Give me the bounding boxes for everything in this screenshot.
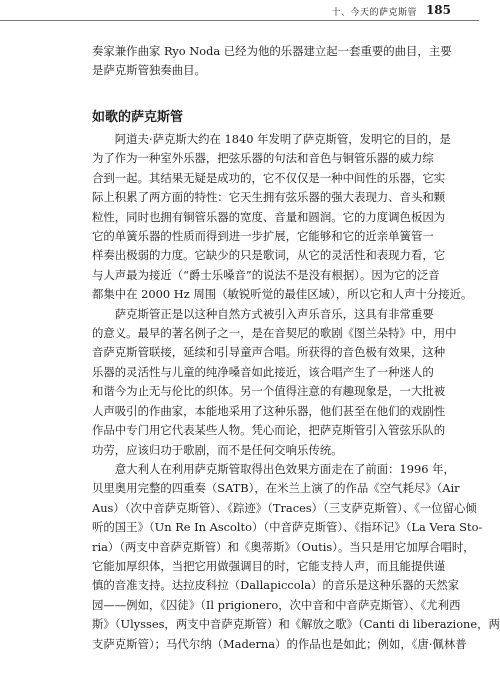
page-header [0,0,479,26]
text-line: 样奏出极弱的力度。它缺少的只是歌词，从它的灵活性和表现力看，它 [92,248,446,263]
text-line: 奏家兼作曲家 Ryo Noda 已经为他的乐器建立起一套重要的曲目，主要 [92,44,452,58]
text-line: 它能加厚织体，当把它用做强调目的时，它能支持人声，而且能提供谨 [92,558,446,573]
text-line: 贝里奥用完整的四重奏（SATB），在米兰上演了的作品《空气耗尽》（Air [92,481,460,496]
text-line: 粒性，同时也拥有铜管乐器的宽度、音量和圆润。它的力度调色板因为 [92,209,446,224]
header-rule [0,20,479,21]
text-line: 听的国王》（Un Re In Ascolto）（中音萨克斯管）、《指环记》（La Vera Sto- [92,520,483,535]
running-head: 十、今天的萨克斯管 [331,8,417,18]
text-line: 为了作为一种室外乐器，把弦乐器的句法和音色与铜管乐器的威力综 [92,151,434,166]
text-line: 阿道夫·萨克斯大约在 1840 年发明了萨克斯管，发明它的目的，是 [92,132,451,146]
text-line: 音萨克斯管联接，延续和引导童声合唱。所获得的音色极有效果，这种 [92,345,446,360]
text-line: 都集中在 2000 Hz 周围（敏锐听觉的最佳区域），所以它和人声十分接近。 [92,287,473,302]
lead-paragraph [92,42,452,81]
text-line: 合到一起。其结果无疑是成功的，它不仅仅是一种中间性的乐器，它实 [92,170,446,185]
text-line: Aus）（次中音萨克斯管）、《踪迹》（Traces）（三支萨克斯管）、《一位留心倾 [92,500,477,515]
text-line: 支萨克斯管）；马代尔纳（Maderna）的作品也是如此；例如，《唐·佩林普 [92,636,467,651]
text-line: 园——例如，《囚徒》（Il prigionero，次中音和中音萨克斯管）、《尤利西 [92,597,461,612]
main-body [92,130,500,654]
text-line: 乐器的灵活性与儿童的纯净嗓音如此接近，该合唱产生了一种迷人的 [92,364,434,379]
text-line: 的意义。最早的著名例子之一，是在音契尼的歌剧《图兰朵特》中，用中 [92,326,457,341]
text-line: 斯》（Ulysses，两支中音萨克斯管）和《解放之歌》（Canti di liberazione，两 [92,617,500,632]
text-line: 功劳，应该归功于歌剧，而不是任何交响乐传统。 [92,442,343,457]
text-line: 际上积累了两方面的特性：它天生拥有弦乐器的强大表现力、音头和颗 [92,190,446,205]
text-line: 慎的音准支持。达拉皮科拉（Dallapiccola）的音乐是这种乐器的天然家 [92,578,460,593]
text-line: 和谐今为止无与伦比的织体。另一个值得注意的有趣现象是，一大批被 [92,384,446,399]
text-line: 人声吸引的作曲家，本能地采用了这种乐器，他们甚至在他们的戏剧性 [92,403,446,418]
section-heading: 如歌的萨克斯管 [92,110,184,125]
text-line: 萨克斯管正是以这种自然方式被引入声乐音乐，这具有非常重要 [92,306,434,321]
text-line: ria）（两支中音萨克斯管）和《奥蒂斯》（Outis）。当只是用它加厚合唱时， [92,539,475,554]
text-line: 与人声最为接近（“爵士乐嗓音”的说法不是没有根据）。因为它的泛音 [92,267,440,282]
text-line: 作品中专门用它代表某些人物。凭心而论，把萨克斯管引入管弦乐队的 [92,423,446,438]
page-number: 185 [425,3,451,17]
text-line: 意大利人在利用萨克斯管取得出色效果方面走在了前面：1996 年， [92,461,455,476]
text-line: 是萨克斯管独奏曲目。 [92,63,206,78]
text-line: 它的单簧乐器的性质而得到进一步扩展，它能够和它的近亲单簧管一 [92,229,434,244]
